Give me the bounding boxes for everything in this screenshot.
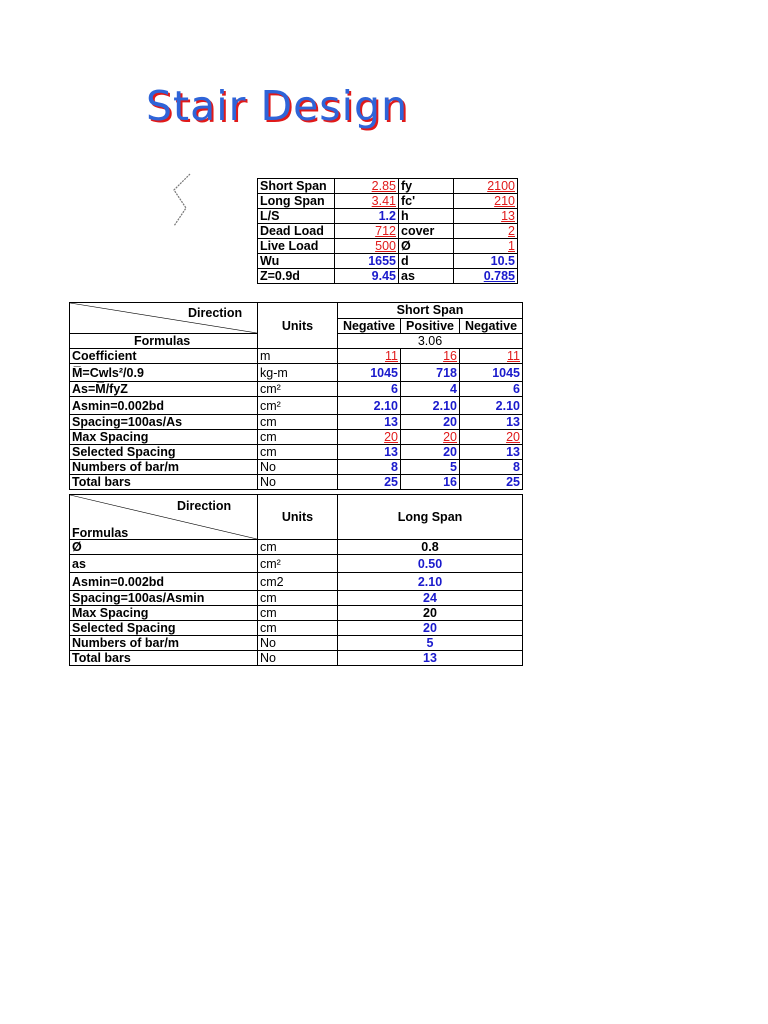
table-row: [70, 651, 523, 666]
table-row: [70, 540, 523, 555]
value-cell[interactable]: 11: [460, 349, 523, 364]
unit-cell: cm: [258, 430, 338, 445]
input-value[interactable]: 2: [454, 224, 518, 239]
unit-cell: cm²: [258, 382, 338, 397]
input-value[interactable]: 3.41: [335, 194, 399, 209]
formula-cell: M̅=Cwls²/0.9: [70, 364, 258, 382]
direction-label: Direction: [177, 499, 232, 513]
unit-cell: cm²: [258, 555, 338, 573]
input-label: L/S: [258, 209, 335, 224]
value-cell: 5: [401, 460, 460, 475]
formula-cell: Asmin=0.002bd: [70, 573, 258, 591]
value-cell[interactable]: 16: [401, 349, 460, 364]
input-parameters-table: [257, 178, 518, 284]
direction-label: Direction: [188, 306, 243, 320]
value-cell: 8: [338, 460, 401, 475]
value-cell: 2.10: [401, 397, 460, 415]
table-row: [70, 349, 523, 364]
value-cell: 13: [460, 415, 523, 430]
unit-cell: cm: [258, 591, 338, 606]
value-cell: 16: [401, 475, 460, 490]
input-value[interactable]: 13: [454, 209, 518, 224]
short-span-length: 3.06: [338, 334, 523, 349]
formulas-label: Formulas: [72, 526, 129, 540]
short-span-table: [69, 302, 523, 490]
formula-cell: Numbers of bar/m: [70, 636, 258, 651]
table-row: [70, 573, 523, 591]
value-cell: 6: [460, 382, 523, 397]
table-row: [70, 606, 523, 621]
value-cell: 13: [460, 445, 523, 460]
long-span-header: Long Span: [338, 495, 523, 540]
table-row: [70, 555, 523, 573]
input-value[interactable]: 0.785: [454, 269, 518, 284]
value-cell[interactable]: 20: [338, 430, 401, 445]
table-row: [70, 415, 523, 430]
input-row: [258, 254, 518, 269]
unit-cell: cm2: [258, 573, 338, 591]
input-value[interactable]: 210: [454, 194, 518, 209]
unit-cell: No: [258, 475, 338, 490]
value-cell[interactable]: 11: [338, 349, 401, 364]
table-row: [70, 636, 523, 651]
input-label: h: [399, 209, 454, 224]
unit-cell: No: [258, 636, 338, 651]
value-cell: 20: [338, 606, 523, 621]
unit-cell: cm: [258, 540, 338, 555]
input-value[interactable]: 1.2: [335, 209, 399, 224]
input-row: [258, 224, 518, 239]
value-cell: 13: [338, 651, 523, 666]
table-row: [70, 475, 523, 490]
value-cell: 25: [460, 475, 523, 490]
input-label: as: [399, 269, 454, 284]
unit-cell: m: [258, 349, 338, 364]
stair-icon: [170, 172, 196, 228]
value-cell: 5: [338, 636, 523, 651]
value-cell: 0.8: [338, 540, 523, 555]
formula-cell: Numbers of bar/m: [70, 460, 258, 475]
col-negative-2: Negative: [460, 318, 523, 334]
unit-cell: cm: [258, 415, 338, 430]
unit-cell: cm: [258, 606, 338, 621]
long-span-table: [69, 494, 523, 666]
input-label: Long Span: [258, 194, 335, 209]
unit-cell: cm²: [258, 397, 338, 415]
input-value[interactable]: 1: [454, 239, 518, 254]
value-cell: 20: [401, 415, 460, 430]
input-row: [258, 239, 518, 254]
formula-cell: Max Spacing: [70, 606, 258, 621]
input-value[interactable]: 1655: [335, 254, 399, 269]
value-cell: 4: [401, 382, 460, 397]
input-label: Wu: [258, 254, 335, 269]
value-cell: 24: [338, 591, 523, 606]
table-row: [70, 621, 523, 636]
formula-cell: Asmin=0.002bd: [70, 397, 258, 415]
input-value[interactable]: 2.85: [335, 179, 399, 194]
value-cell[interactable]: 20: [460, 430, 523, 445]
table-row: [70, 364, 523, 382]
value-cell: 2.10: [338, 397, 401, 415]
short-header-diagonal: [70, 303, 258, 334]
formula-cell: Total bars: [70, 475, 258, 490]
input-label: Ø: [399, 239, 454, 254]
value-cell: 13: [338, 445, 401, 460]
units-header: Units: [258, 303, 338, 349]
input-value[interactable]: 500: [335, 239, 399, 254]
value-cell: 1045: [460, 364, 523, 382]
formula-cell: as: [70, 555, 258, 573]
page-title: Stair Design: [146, 82, 409, 130]
formulas-label: Formulas: [70, 334, 258, 349]
value-cell: 25: [338, 475, 401, 490]
unit-cell: kg-m: [258, 364, 338, 382]
value-cell: 2.10: [338, 573, 523, 591]
table-row: [70, 430, 523, 445]
formula-cell: Spacing=100as/As: [70, 415, 258, 430]
table-row: [70, 382, 523, 397]
input-value[interactable]: 2100: [454, 179, 518, 194]
value-cell: 20: [338, 621, 523, 636]
input-row: [258, 209, 518, 224]
table-row: [70, 445, 523, 460]
long-header-diagonal: [70, 495, 258, 540]
unit-cell: No: [258, 460, 338, 475]
formula-cell: Selected Spacing: [70, 621, 258, 636]
input-label: fy: [399, 179, 454, 194]
value-cell[interactable]: 20: [401, 430, 460, 445]
formula-cell: Spacing=100as/Asmin: [70, 591, 258, 606]
table-row: [70, 397, 523, 415]
units-header: Units: [258, 495, 338, 540]
input-row: [258, 179, 518, 194]
input-value[interactable]: 9.45: [335, 269, 399, 284]
formula-cell: Selected Spacing: [70, 445, 258, 460]
input-label: Dead Load: [258, 224, 335, 239]
table-row: [70, 460, 523, 475]
unit-cell: cm: [258, 445, 338, 460]
input-value[interactable]: 712: [335, 224, 399, 239]
value-cell: 13: [338, 415, 401, 430]
input-label: fc': [399, 194, 454, 209]
input-value[interactable]: 10.5: [454, 254, 518, 269]
formula-cell: Total bars: [70, 651, 258, 666]
input-row: [258, 194, 518, 209]
formula-cell: Max Spacing: [70, 430, 258, 445]
col-positive: Positive: [401, 318, 460, 334]
value-cell: 0.50: [338, 555, 523, 573]
value-cell: 6: [338, 382, 401, 397]
input-label: cover: [399, 224, 454, 239]
short-span-header: Short Span: [338, 303, 523, 319]
value-cell: 1045: [338, 364, 401, 382]
value-cell: 20: [401, 445, 460, 460]
input-label: d: [399, 254, 454, 269]
value-cell: 8: [460, 460, 523, 475]
col-negative-1: Negative: [338, 318, 401, 334]
input-label: Z=0.9d: [258, 269, 335, 284]
value-cell: 718: [401, 364, 460, 382]
unit-cell: No: [258, 651, 338, 666]
formula-cell: Coefficient: [70, 349, 258, 364]
value-cell: 2.10: [460, 397, 523, 415]
formula-cell: As=M̅/fyZ: [70, 382, 258, 397]
unit-cell: cm: [258, 621, 338, 636]
input-label: Live Load: [258, 239, 335, 254]
input-label: Short Span: [258, 179, 335, 194]
table-row: [70, 591, 523, 606]
input-row: [258, 269, 518, 284]
formula-cell: Ø: [70, 540, 258, 555]
